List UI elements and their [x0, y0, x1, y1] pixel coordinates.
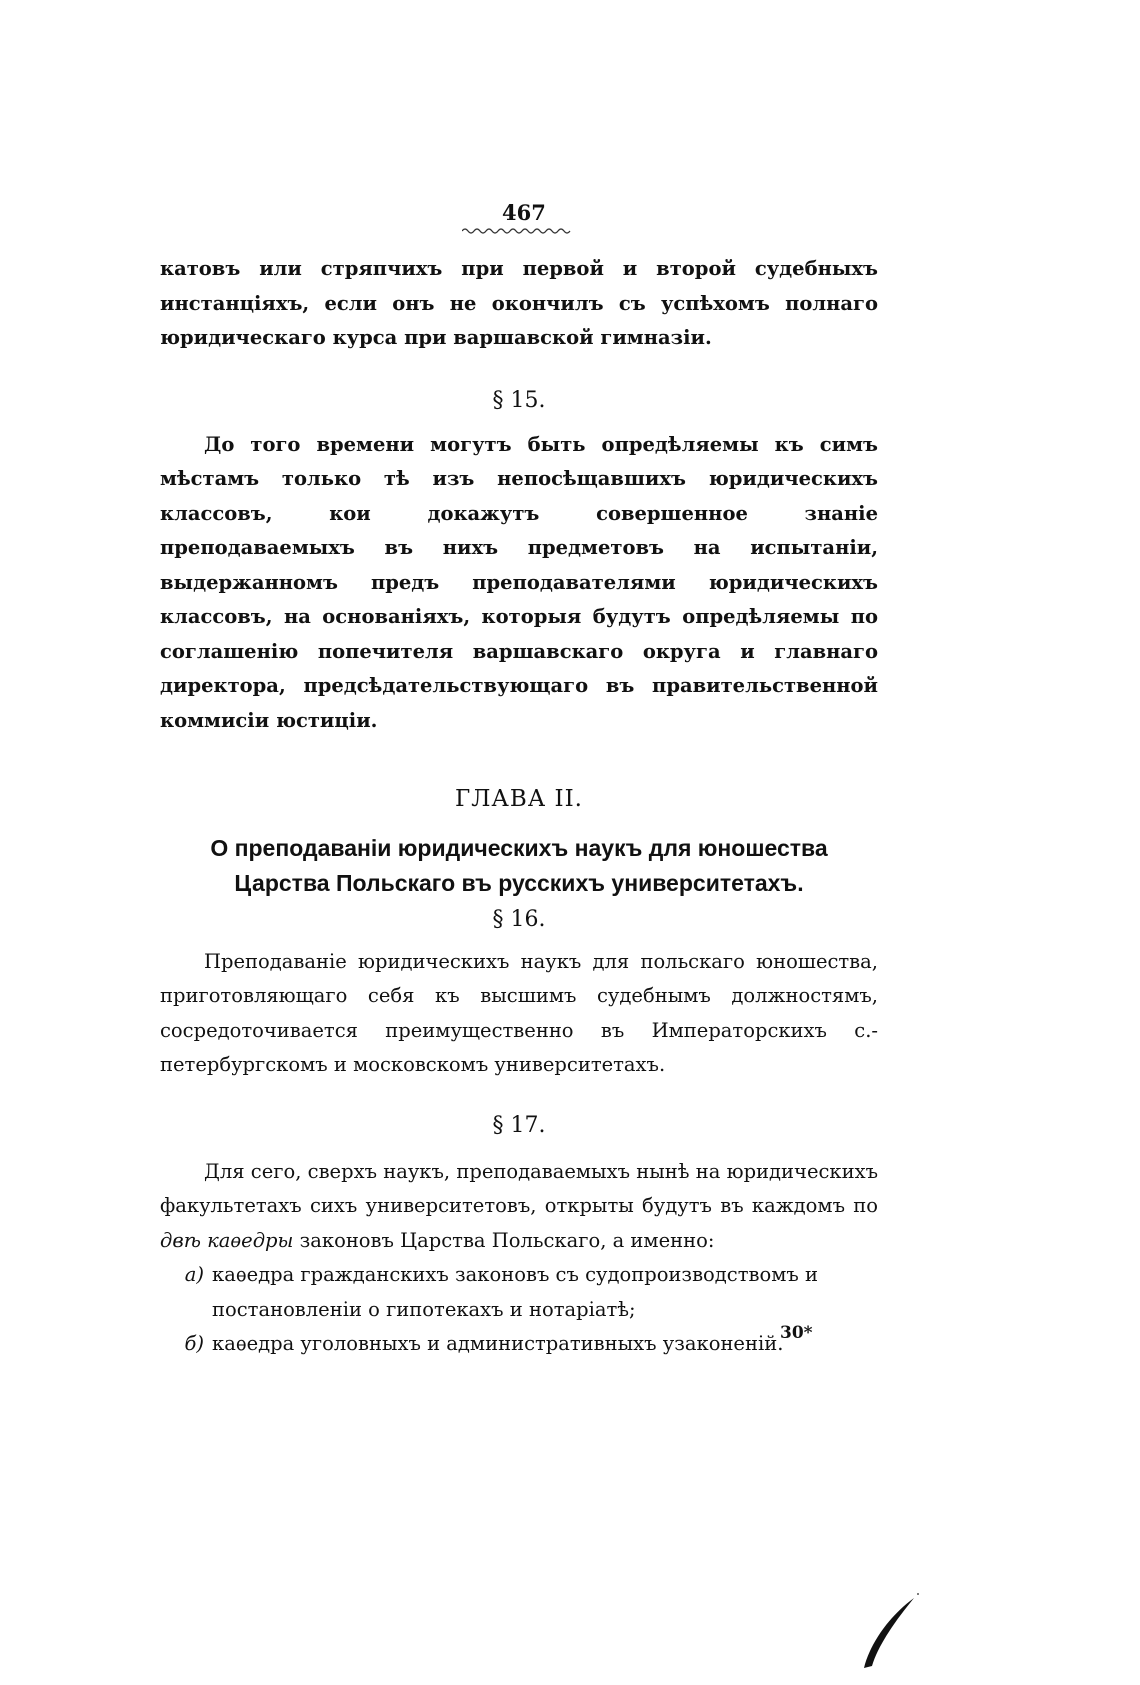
section-17-emphasis: двѣ каѳедры [160, 1228, 294, 1252]
page-number: 467 [502, 200, 546, 225]
page-body [160, 252, 878, 1362]
section-15-text: До того времени могутъ быть опредѣляемы къ симъ мѣстамъ только тѣ изъ непосѣщавшихъ юридическихъ классовъ, кои докажутъ совершенное знаніе преподаваемыхъ въ нихъ предметовъ на испытаніи, выдержанномъ предъ преподавателями юридическихъ классовъ, на основаніяхъ, которыя будутъ опредѣляемы по соглашенію попечителя варшавскаго округа и главнаго директора, предсѣдательствующаго въ правительственной коммисіи юстиціи. [160, 432, 878, 732]
section-16-text: Преподаваніе юридическихъ наукъ для польскаго юношества, приготовляющаго себя къ высшимъ судебнымъ должностямъ, сосредоточивается преимущественно въ Императорскихъ с.-петербургскомъ и московскомъ университетахъ. [160, 949, 878, 1076]
section-17-heading: § 17. [492, 1112, 546, 1138]
list-item: б) каѳедра уголовныхъ и административныхъ узаконеній. [184, 1332, 784, 1355]
section-16-heading: § 16. [492, 906, 546, 932]
continuation-paragraph: катовъ или стряпчихъ при первой и второй судебныхъ инстанціяхъ, если онъ не окончилъ съ успѣхомъ полнаго юридическаго курса при варшавской гимназіи. [160, 257, 878, 349]
wavy-ornament-icon [462, 226, 572, 236]
chapter-title: О преподаваніи юридическихъ наукъ для юношества Царства Польскаго въ русскихъ университетахъ. [210, 834, 828, 896]
signature-mark: 30* [780, 1323, 813, 1343]
list-item: а) каѳедра гражданскихъ законовъ съ судопроизводствомъ и постановленіи о гипотекахъ и нотаріатѣ; [184, 1263, 818, 1321]
section-15-heading: § 15. [492, 387, 546, 413]
chapter-label: ГЛАВА II. [455, 786, 583, 812]
quill-stroke-icon [856, 1590, 926, 1670]
section-17-text: Для сего, сверхъ наукъ, преподаваемыхъ нынѣ на юридическихъ факультетахъ сихъ университетовъ, открыты будутъ въ каждомъ по двѣ каѳедры законовъ Царства Польскаго, а именно: [160, 1159, 878, 1252]
